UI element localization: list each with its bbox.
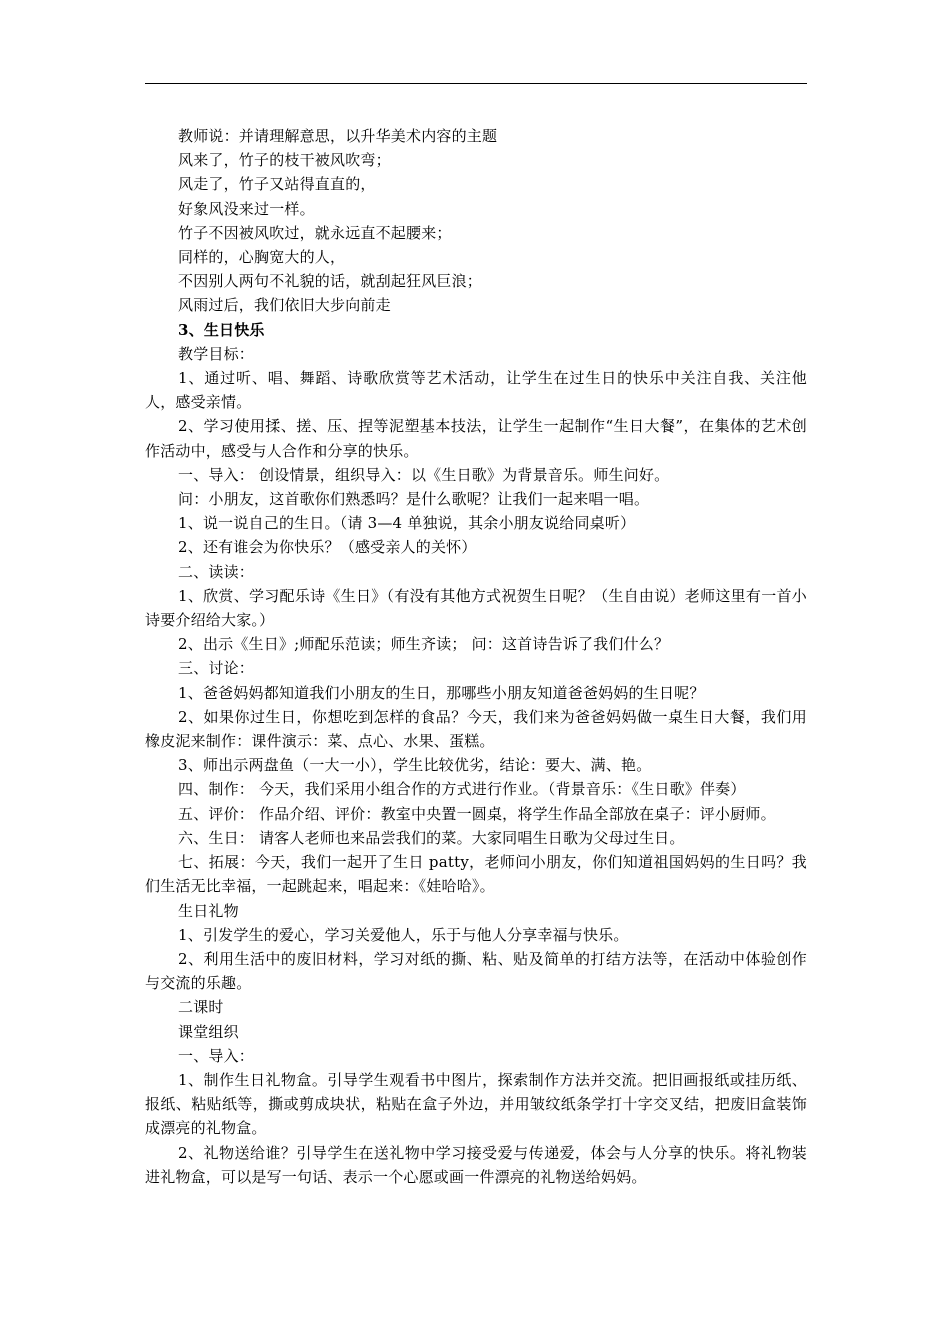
intro-line: 不因别人两句不礼貌的话，就刮起狂风巨浪； [178,272,483,291]
paragraph: 二课时 [178,998,224,1017]
paragraph: 1、通过听、唱、舞蹈、诗歌欣赏等艺术活动，让学生在过生日的快乐中关注自我、关注他人，感受亲情。 [145,369,807,412]
paragraph: 三、讨论： [178,659,255,678]
paragraph: 五、评价： 作品介绍、评价：教室中央置一圆桌，将学生作品全部放在桌子：评小厨师。 [178,804,776,823]
paragraph: 七、拓展：今天，我们一起开了生日 patty，老师问小朋友，你们知道祖国妈妈的生日吗？我们生活无比幸福，一起跳起来，唱起来：《娃哈哈》。 [145,853,807,896]
paragraph: 一、导入： [178,1046,255,1065]
paragraph: 2、学习使用揉、搓、压、捏等泥塑基本技法，让学生一起制作“生日大餐”，在集体的艺术创作活动中，感受与人合作和分享的快乐。 [145,417,807,460]
section-title: 3、生日快乐 [178,320,265,339]
paragraph: 1、说一说自己的生日。（请 3—4 单独说，其余小朋友说给同桌听） [178,514,636,533]
paragraph: 2、如果你过生日，你想吃到怎样的食品？今天，我们来为爸爸妈妈做一桌生日大餐，我们用橡皮泥来制作：课件演示：菜、点心、水果、蛋糕。 [145,707,807,751]
intro-line: 风来了，竹子的枝干被风吹弯； [178,151,391,170]
paragraph: 3、师出示两盘鱼（一大一小），学生比较优劣，结论：要大、满、艳。 [178,756,652,775]
paragraph: 问：小朋友，这首歌你们熟悉吗？是什么歌呢？让我们一起来唱一唱。 [178,490,650,509]
paragraph: 1、引发学生的爱心，学习关爱他人，乐于与他人分享幸福与快乐。 [178,925,629,944]
paragraph: 一、导入： 创设情景，组织导入：以《生日歌》为背景音乐。师生问好。 [178,465,670,484]
document-body [145,124,807,1189]
paragraph: 1、欣赏、学习配乐诗《生日》（有没有其他方式祝贺生日呢？（生自由说）老师这里有一首小诗要介绍给大家。） [145,586,807,630]
header-rule [145,83,807,84]
paragraph: 2、利用生活中的废旧材料，学习对纸的撕、粘、贴及简单的打结方法等，在活动中体验创作与交流的乐趣。 [145,949,807,993]
paragraph: 教学目标： [178,344,255,363]
paragraph: 2、礼物送给谁？引导学生在送礼物中学习接受爱与传递爱，体会与人分享的快乐。将礼物装进礼物盒，可以是写一句话、表示一个心愿或画一件漂亮的礼物送给妈妈。 [145,1143,807,1186]
intro-line: 同样的，心胸宽大的人， [178,248,346,267]
paragraph: 1、爸爸妈妈都知道我们小朋友的生日，那哪些小朋友知道爸爸妈妈的生日呢？ [178,683,705,702]
paragraph: 六、生日： 请客人老师也来品尝我们的菜。大家同唱生日歌为父母过生日。 [178,828,685,847]
paragraph: 课堂组织 [178,1022,239,1041]
paragraph: 四、制作： 今天，我们采用小组合作的方式进行作业。（背景音乐：《生日歌》伴奏） [178,780,746,799]
intro-line: 竹子不因被风吹过，就永远直不起腰来； [178,223,452,242]
intro-line: 风走了，竹子又站得直直的， [178,175,376,194]
paragraph: 1、制作生日礼物盒。引导学生观看书中图片，探索制作方法并交流。把旧画报纸或挂历纸、报纸、粘贴纸等，撕或剪成块状，粘贴在盒子外边，并用皱纹纸条学打十字交叉结，把废旧盒装饰成漂亮的礼物盒。 [145,1070,807,1138]
intro-line: 风雨过后，我们依旧大步向前走 [178,296,391,315]
paragraph: 生日礼物 [178,901,239,920]
paragraph: 二、读读： [178,562,255,581]
paragraph: 2、出示《生日》;师配乐范读；师生齐读； 问：这首诗告诉了我们什么？ [178,635,670,654]
intro-line: 教师说：并请理解意思，以升华美术内容的主题 [178,127,498,145]
intro-line: 好象风没来过一样。 [178,199,315,218]
paragraph: 2、还有谁会为你快乐？（感受亲人的关怀） [178,538,477,557]
